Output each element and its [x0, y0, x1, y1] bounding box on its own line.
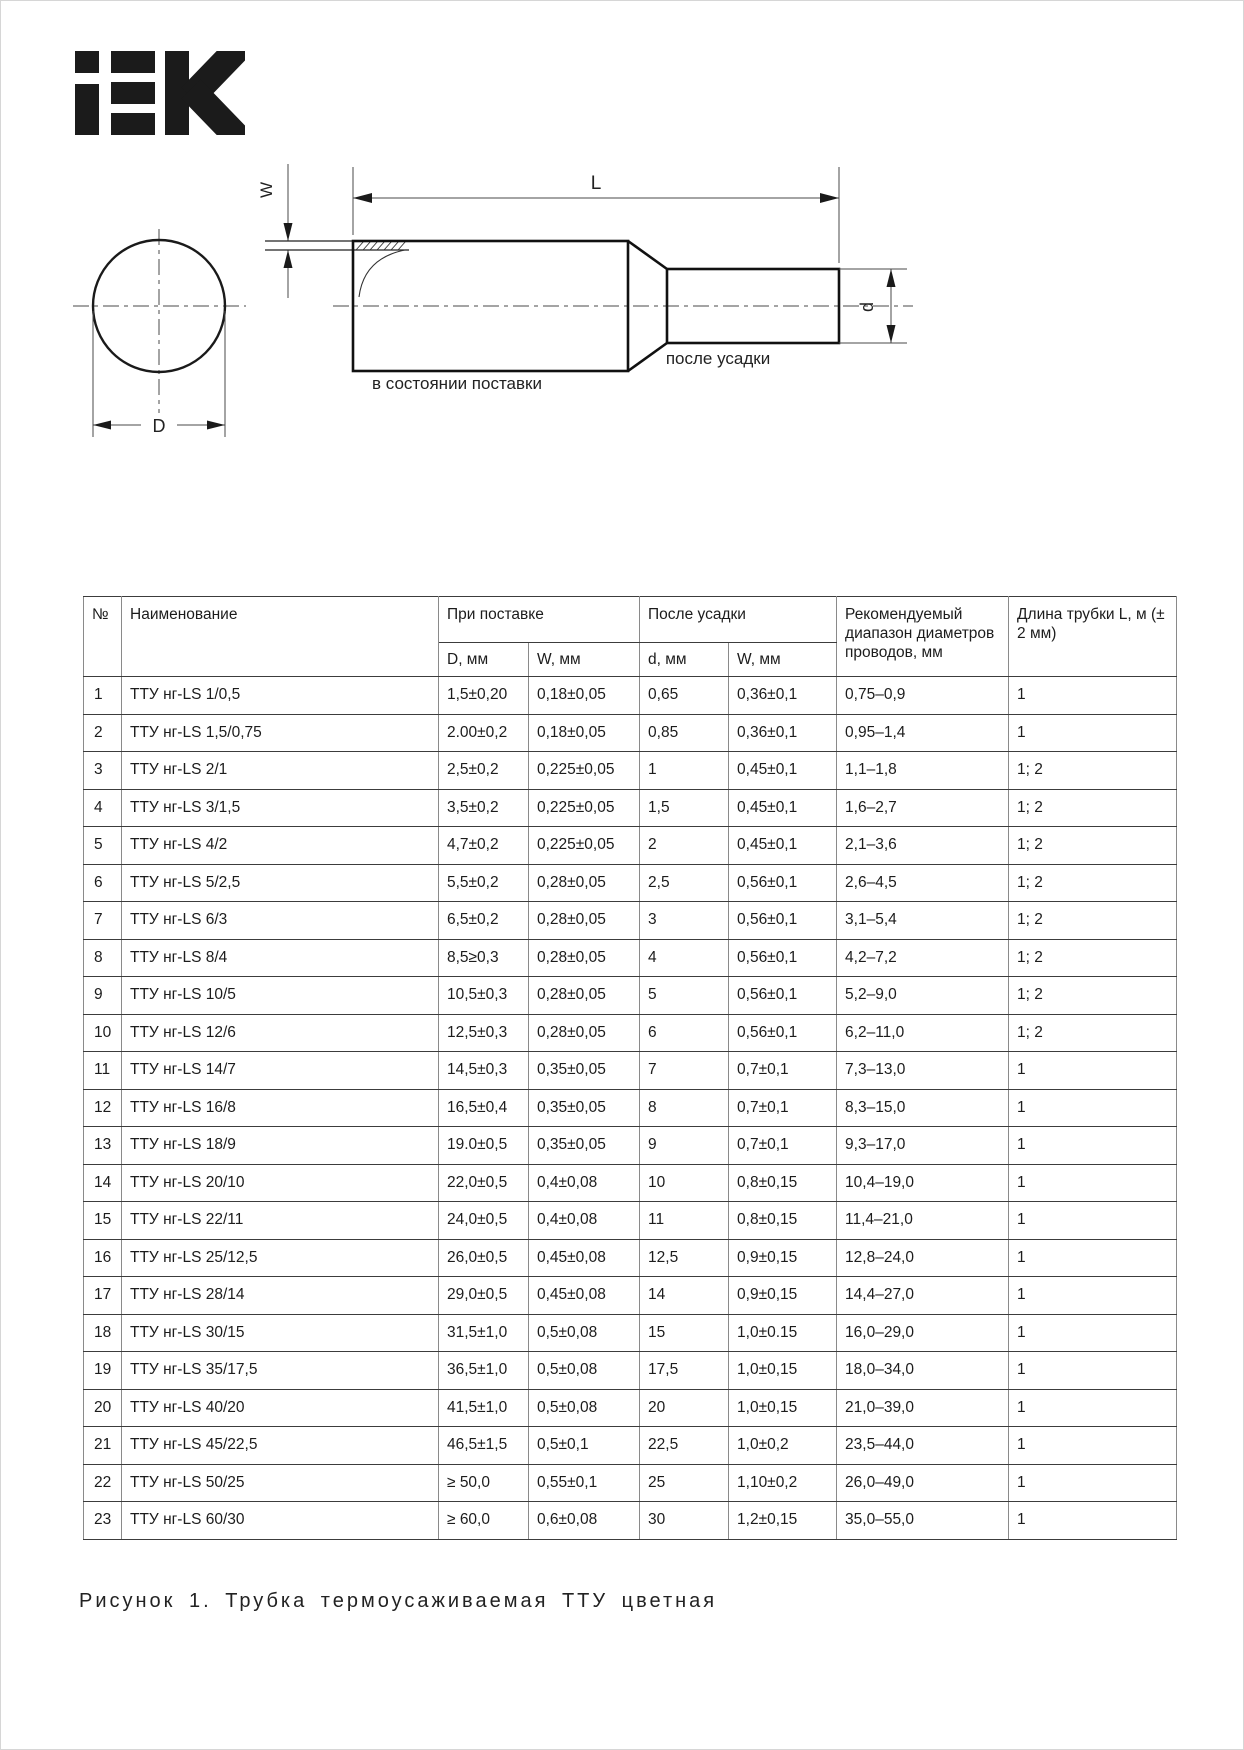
table-cell: 6,2–11,0 [837, 1014, 1009, 1052]
dimension-W-label: W [257, 181, 276, 199]
table-cell: ТТУ нг-LS 2/1 [122, 752, 439, 790]
table-cell: 1,5±0,20 [439, 677, 529, 715]
table-cell: 1; 2 [1009, 1014, 1177, 1052]
table-cell: 1,5 [640, 789, 729, 827]
table-cell: 7,3–13,0 [837, 1052, 1009, 1090]
table-cell: 4 [84, 789, 122, 827]
table-row [84, 977, 1177, 1015]
dimension-d-label: d [857, 301, 877, 313]
table-cell: 14 [640, 1277, 729, 1315]
table-cell: 0,55±0,1 [529, 1464, 640, 1502]
table-cell: 0,45±0,1 [729, 827, 837, 865]
table-cell: 2,6–4,5 [837, 864, 1009, 902]
table-cell: 1 [1009, 1239, 1177, 1277]
table-cell: 0,28±0,05 [529, 902, 640, 940]
table-cell: 1; 2 [1009, 752, 1177, 790]
table-cell: ТТУ нг-LS 6/3 [122, 902, 439, 940]
table-cell: 1 [1009, 1464, 1177, 1502]
table-cell: 3 [640, 902, 729, 940]
table-cell: 4,2–7,2 [837, 939, 1009, 977]
table-cell: 2 [84, 714, 122, 752]
table-cell: 6,5±0,2 [439, 902, 529, 940]
table-cell: 0,28±0,05 [529, 864, 640, 902]
dimension-W-arrows [284, 223, 293, 268]
table-cell: 0,28±0,05 [529, 1014, 640, 1052]
table-cell: 1; 2 [1009, 977, 1177, 1015]
table-row [84, 1502, 1177, 1540]
table-cell: 25 [640, 1464, 729, 1502]
figure-caption: Рисунок 1. Трубка термоусаживаемая ТТУ цветная [79, 1590, 718, 1612]
table-cell: ТТУ нг-LS 14/7 [122, 1052, 439, 1090]
table-cell: 12,5±0,3 [439, 1014, 529, 1052]
table-cell: 19 [84, 1352, 122, 1390]
table-cell: 9,3–17,0 [837, 1127, 1009, 1165]
table-cell: 13 [84, 1127, 122, 1165]
table-cell: 30 [640, 1502, 729, 1540]
table-cell: 5,5±0,2 [439, 864, 529, 902]
table-cell: 1 [1009, 677, 1177, 715]
table-row [84, 939, 1177, 977]
table-cell: 1 [1009, 1277, 1177, 1315]
table-cell: 0,18±0,05 [529, 677, 640, 715]
table-cell: 15 [84, 1202, 122, 1240]
table-cell: ≥ 60,0 [439, 1502, 529, 1540]
table-cell: 23 [84, 1502, 122, 1540]
table-cell: 0,56±0,1 [729, 902, 837, 940]
table-cell: 3 [84, 752, 122, 790]
table-cell: 22,0±0,5 [439, 1164, 529, 1202]
table-cell: 1; 2 [1009, 789, 1177, 827]
table-cell: ТТУ нг-LS 1,5/0,75 [122, 714, 439, 752]
header-w-shrunk: W, мм [729, 643, 837, 677]
header-num: № [84, 597, 122, 677]
table-cell: 41,5±1,0 [439, 1389, 529, 1427]
table-cell: 0,35±0,05 [529, 1052, 640, 1090]
table-cell: 12,8–24,0 [837, 1239, 1009, 1277]
table-cell: 0,56±0,1 [729, 939, 837, 977]
table-cell: 1; 2 [1009, 902, 1177, 940]
table-row [84, 902, 1177, 940]
table-cell: 0,56±0,1 [729, 977, 837, 1015]
heat-shrink-tube-drawing [1, 1, 1244, 471]
table-row [84, 1389, 1177, 1427]
table-cell: ТТУ нг-LS 5/2,5 [122, 864, 439, 902]
table-cell: 22,5 [640, 1427, 729, 1465]
table-cell: ТТУ нг-LS 16/8 [122, 1089, 439, 1127]
table-cell: 22 [84, 1464, 122, 1502]
table-row [84, 1202, 1177, 1240]
table-cell: 4 [640, 939, 729, 977]
table-cell: 0,56±0,1 [729, 1014, 837, 1052]
table-cell: 0,65 [640, 677, 729, 715]
table-cell: 0,56±0,1 [729, 864, 837, 902]
table-cell: 1,0±0.15 [729, 1314, 837, 1352]
table-cell: 11 [84, 1052, 122, 1090]
table-cell: ТТУ нг-LS 25/12,5 [122, 1239, 439, 1277]
table-cell: 1,1–1,8 [837, 752, 1009, 790]
table-cell: 0,45±0,08 [529, 1277, 640, 1315]
table-cell: 0,45±0,1 [729, 752, 837, 790]
spec-table-header [84, 597, 1177, 677]
table-cell: 0,28±0,05 [529, 977, 640, 1015]
table-cell: 16 [84, 1239, 122, 1277]
table-cell: 10,5±0,3 [439, 977, 529, 1015]
table-cell: 2,5±0,2 [439, 752, 529, 790]
table-cell: 1,2±0,15 [729, 1502, 837, 1540]
table-cell: 0,95–1,4 [837, 714, 1009, 752]
table-cell: 1 [1009, 1127, 1177, 1165]
shrunk-state-label: после усадки [665, 349, 771, 368]
header-d-supply: D, мм [439, 643, 529, 677]
table-cell: 0,36±0,1 [729, 677, 837, 715]
header-shrunk-group: После усадки [640, 597, 837, 643]
table-cell: 36,5±1,0 [439, 1352, 529, 1390]
table-cell: 1 [1009, 714, 1177, 752]
table-cell: ТТУ нг-LS 45/22,5 [122, 1427, 439, 1465]
table-cell: 2,5 [640, 864, 729, 902]
table-cell: 5 [640, 977, 729, 1015]
table-cell: 1 [1009, 1427, 1177, 1465]
table-cell: 0,5±0,08 [529, 1314, 640, 1352]
table-cell: 1 [1009, 1202, 1177, 1240]
technical-drawing [1, 1, 1244, 476]
header-supply-group: При поставке [439, 597, 640, 643]
table-cell: 16,0–29,0 [837, 1314, 1009, 1352]
table-row [84, 827, 1177, 865]
table-cell: 1,0±0,15 [729, 1352, 837, 1390]
table-cell: 0,7±0,1 [729, 1127, 837, 1165]
table-cell: 7 [84, 902, 122, 940]
table-cell: 35,0–55,0 [837, 1502, 1009, 1540]
table-cell: 0,5±0,08 [529, 1352, 640, 1390]
table-cell: 16,5±0,4 [439, 1089, 529, 1127]
table-cell: 0,45±0,08 [529, 1239, 640, 1277]
table-cell: 1 [1009, 1502, 1177, 1540]
table-cell: ТТУ нг-LS 3/1,5 [122, 789, 439, 827]
table-cell: 17,5 [640, 1352, 729, 1390]
table-cell: 0,9±0,15 [729, 1277, 837, 1315]
table-cell: 1 [84, 677, 122, 715]
table-row [84, 1014, 1177, 1052]
header-w-supply: W, мм [529, 643, 640, 677]
table-cell: 0,7±0,1 [729, 1089, 837, 1127]
table-cell: ≥ 50,0 [439, 1464, 529, 1502]
wall-cut-curve [359, 250, 405, 297]
table-cell: 2 [640, 827, 729, 865]
table-cell: 8 [640, 1089, 729, 1127]
wall-hatch [356, 241, 406, 250]
table-cell: 46,5±1,5 [439, 1427, 529, 1465]
table-cell: 0,28±0,05 [529, 939, 640, 977]
table-cell: 1 [1009, 1352, 1177, 1390]
table-cell: ТТУ нг-LS 18/9 [122, 1127, 439, 1165]
table-row [84, 1052, 1177, 1090]
table-cell: 0,6±0,08 [529, 1502, 640, 1540]
table-row [84, 1164, 1177, 1202]
table-cell: 0,8±0,15 [729, 1202, 837, 1240]
table-row [84, 1089, 1177, 1127]
table-cell: 10 [84, 1014, 122, 1052]
table-cell: ТТУ нг-LS 60/30 [122, 1502, 439, 1540]
header-d-shrunk: d, мм [640, 643, 729, 677]
table-cell: ТТУ нг-LS 50/25 [122, 1464, 439, 1502]
table-cell: 1,0±0,2 [729, 1427, 837, 1465]
circle-centerlines [73, 229, 246, 413]
table-cell: 26,0±0,5 [439, 1239, 529, 1277]
table-cell: 3,1–5,4 [837, 902, 1009, 940]
header-name: Наименование [122, 597, 439, 677]
table-cell: 14 [84, 1164, 122, 1202]
table-cell: 0,4±0,08 [529, 1202, 640, 1240]
table-row [84, 1239, 1177, 1277]
table-cell: 5 [84, 827, 122, 865]
table-cell: ТТУ нг-LS 35/17,5 [122, 1352, 439, 1390]
table-cell: 6 [84, 864, 122, 902]
table-cell: 0,8±0,15 [729, 1164, 837, 1202]
header-range: Рекомендуемый диапазон диаметров проводов, мм [837, 597, 1009, 677]
dimension-L-label: L [590, 173, 602, 194]
table-row [84, 864, 1177, 902]
table-cell: 8,3–15,0 [837, 1089, 1009, 1127]
table-cell: 0,9±0,15 [729, 1239, 837, 1277]
table-cell: 14,4–27,0 [837, 1277, 1009, 1315]
table-cell: 0,18±0,05 [529, 714, 640, 752]
table-cell: ТТУ нг-LS 1/0,5 [122, 677, 439, 715]
table-cell: 1 [640, 752, 729, 790]
table-cell: 8,5≥0,3 [439, 939, 529, 977]
table-row [84, 1127, 1177, 1165]
table-cell: 23,5–44,0 [837, 1427, 1009, 1465]
table-cell: 11,4–21,0 [837, 1202, 1009, 1240]
table-cell: 1 [1009, 1389, 1177, 1427]
table-cell: 1 [1009, 1052, 1177, 1090]
table-cell: 0,85 [640, 714, 729, 752]
table-cell: 29,0±0,5 [439, 1277, 529, 1315]
table-cell: 24,0±0,5 [439, 1202, 529, 1240]
table-cell: 5,2–9,0 [837, 977, 1009, 1015]
table-cell: 6 [640, 1014, 729, 1052]
table-row [84, 1352, 1177, 1390]
table-cell: 1; 2 [1009, 864, 1177, 902]
table-cell: 0,225±0,05 [529, 789, 640, 827]
table-cell: 7 [640, 1052, 729, 1090]
table-row [84, 677, 1177, 715]
spec-table-container [83, 596, 1177, 1540]
table-cell: 1,10±0,2 [729, 1464, 837, 1502]
table-cell: 1,0±0,15 [729, 1389, 837, 1427]
table-row [84, 1277, 1177, 1315]
table-cell: ТТУ нг-LS 8/4 [122, 939, 439, 977]
table-cell: 14,5±0,3 [439, 1052, 529, 1090]
table-cell: 11 [640, 1202, 729, 1240]
table-row [84, 789, 1177, 827]
table-cell: 1; 2 [1009, 827, 1177, 865]
table-cell: 0,35±0,05 [529, 1089, 640, 1127]
table-cell: 0,35±0,05 [529, 1127, 640, 1165]
table-row [84, 752, 1177, 790]
table-cell: ТТУ нг-LS 30/15 [122, 1314, 439, 1352]
table-cell: 26,0–49,0 [837, 1464, 1009, 1502]
spec-table [83, 596, 1177, 1540]
table-row [84, 1314, 1177, 1352]
table-cell: 0,4±0,08 [529, 1164, 640, 1202]
table-cell: 0,5±0,08 [529, 1389, 640, 1427]
table-cell: 21 [84, 1427, 122, 1465]
table-cell: 10,4–19,0 [837, 1164, 1009, 1202]
table-cell: 10 [640, 1164, 729, 1202]
table-cell: 1,6–2,7 [837, 789, 1009, 827]
table-cell: 1 [1009, 1089, 1177, 1127]
table-cell: ТТУ нг-LS 28/14 [122, 1277, 439, 1315]
table-cell: 18,0–34,0 [837, 1352, 1009, 1390]
table-cell: 0,36±0,1 [729, 714, 837, 752]
table-cell: 18 [84, 1314, 122, 1352]
table-row [84, 714, 1177, 752]
table-cell: 0,7±0,1 [729, 1052, 837, 1090]
table-cell: 17 [84, 1277, 122, 1315]
table-cell: 9 [84, 977, 122, 1015]
table-cell: 9 [640, 1127, 729, 1165]
dimension-D-label: D [152, 416, 166, 436]
table-cell: 0,5±0,1 [529, 1427, 640, 1465]
table-cell: ТТУ нг-LS 40/20 [122, 1389, 439, 1427]
table-cell: 1 [1009, 1164, 1177, 1202]
table-cell: 0,225±0,05 [529, 827, 640, 865]
table-cell: ТТУ нг-LS 22/11 [122, 1202, 439, 1240]
table-cell: 2.00±0,2 [439, 714, 529, 752]
table-cell: 31,5±1,0 [439, 1314, 529, 1352]
table-cell: ТТУ нг-LS 12/6 [122, 1014, 439, 1052]
table-cell: 8 [84, 939, 122, 977]
table-cell: ТТУ нг-LS 4/2 [122, 827, 439, 865]
table-cell: 20 [84, 1389, 122, 1427]
header-length: Длина трубки L, м (± 2 мм) [1009, 597, 1177, 677]
table-cell: 4,7±0,2 [439, 827, 529, 865]
table-cell: 19.0±0,5 [439, 1127, 529, 1165]
table-cell: 1 [1009, 1314, 1177, 1352]
table-cell: 12 [84, 1089, 122, 1127]
supply-state-label: в состоянии поставки [372, 374, 542, 393]
table-cell: ТТУ нг-LS 20/10 [122, 1164, 439, 1202]
table-row [84, 1427, 1177, 1465]
table-cell: 0,225±0,05 [529, 752, 640, 790]
table-cell: 0,45±0,1 [729, 789, 837, 827]
table-cell: 20 [640, 1389, 729, 1427]
table-cell: ТТУ нг-LS 10/5 [122, 977, 439, 1015]
table-cell: 15 [640, 1314, 729, 1352]
table-cell: 21,0–39,0 [837, 1389, 1009, 1427]
table-row [84, 1464, 1177, 1502]
header-row-groups [84, 597, 1177, 643]
table-cell: 12,5 [640, 1239, 729, 1277]
table-cell: 2,1–3,6 [837, 827, 1009, 865]
table-cell: 1; 2 [1009, 939, 1177, 977]
table-cell: 3,5±0,2 [439, 789, 529, 827]
table-cell: 0,75–0,9 [837, 677, 1009, 715]
spec-table-body [84, 677, 1177, 1540]
